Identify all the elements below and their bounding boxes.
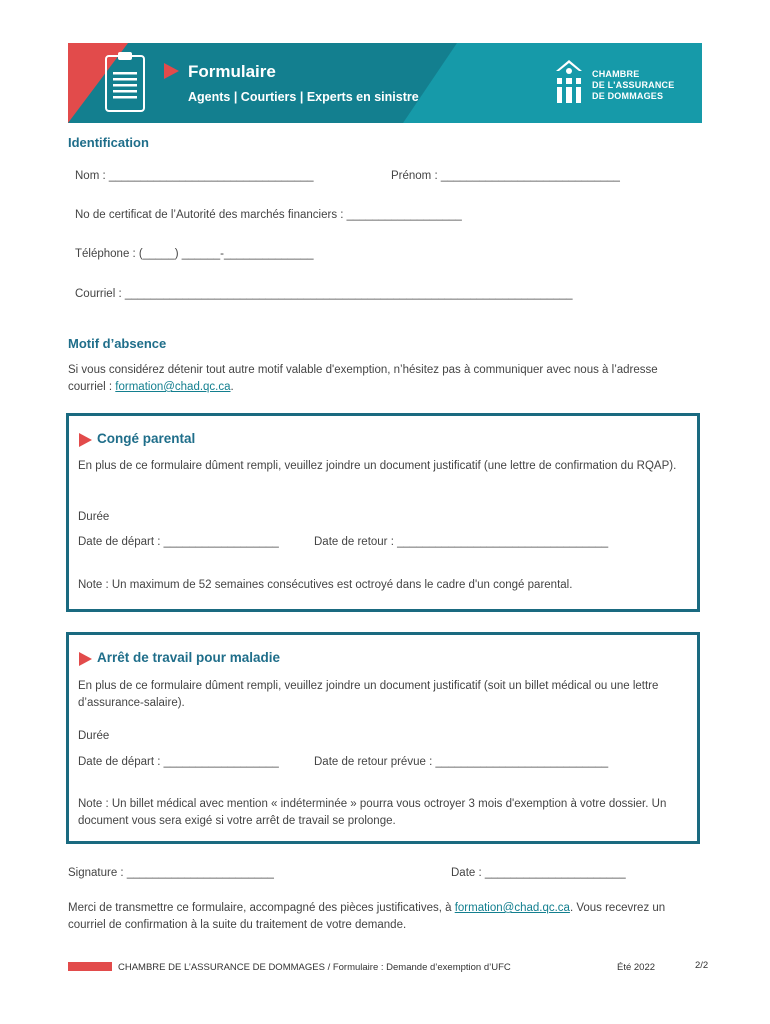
logo-line-3: DE DOMMAGES: [592, 91, 664, 101]
footer-red-bar: [68, 962, 112, 971]
footer-page-number: 2/2: [695, 960, 709, 971]
logo-line-1: CHAMBRE: [592, 69, 640, 79]
conge-duree-label: Durée: [78, 511, 110, 523]
closing-text-end: . Vous recevrez un courriel de confirmation à la suite du traitement de votre demande.: [68, 902, 666, 931]
arret-note: Note : Un billet médical avec mention « indéterminée » pourra vous octroyer 3 mois d'exemption à votre dossier. Un document vous sera exigé si votre arrêt de travail se prolonge.: [78, 798, 667, 827]
title-arrow-icon: [164, 63, 179, 79]
conge-heading: Congé parental: [97, 431, 196, 446]
date-field[interactable]: Date : ______________________: [451, 867, 626, 879]
arret-retour-field[interactable]: Date de retour prévue : ___________________________: [314, 756, 609, 768]
identification-heading: Identification: [68, 135, 149, 150]
telephone-field[interactable]: Téléphone : (_____) ______-______________: [75, 248, 314, 260]
arret-heading: Arrêt de travail pour maladie: [97, 650, 281, 665]
motif-heading: Motif d’absence: [68, 336, 167, 351]
motif-email-link[interactable]: formation@chad.qc.ca: [115, 381, 231, 393]
footer-document-title: CHAMBRE DE L’ASSURANCE DE DOMMAGES / Formulaire : Demande d’exemption d’UFC: [118, 962, 511, 973]
conge-parental-box: [66, 413, 700, 612]
conge-arrow-icon: [79, 433, 92, 447]
conge-text: En plus de ce formulaire dûment rempli, veuillez joindre un document justificatif (une lettre de confirmation du RQAP).: [78, 460, 677, 472]
closing-email-link[interactable]: formation@chad.qc.ca: [454, 902, 570, 914]
arret-arrow-icon: [79, 652, 92, 666]
arret-duree-label: Durée: [78, 730, 110, 742]
conge-retour-field[interactable]: Date de retour : _________________________________: [314, 536, 609, 548]
arret-text: En plus de ce formulaire dûment rempli, veuillez joindre un document justificatif (soit un billet médical ou une lettre d’assurance-salaire).: [78, 680, 659, 709]
chad-logo-text: [592, 69, 674, 102]
motif-text-end: .: [230, 381, 234, 393]
header-banner: [68, 43, 702, 123]
nom-field[interactable]: Nom : ________________________________: [75, 170, 314, 182]
closing-paragraph: [68, 900, 668, 934]
banner-subtitle: Agents | Courtiers | Experts en sinistre: [188, 90, 419, 104]
conge-depart-field[interactable]: Date de départ : __________________: [78, 536, 279, 548]
form-clipboard-icon: [105, 52, 145, 112]
signature-field[interactable]: Signature : _______________________: [68, 867, 274, 879]
banner-title: Formulaire: [188, 62, 276, 81]
motif-text: Si vous considérez détenir tout autre motif valable d'exemption, n’hésitez pas à communiquer avec nous à l’adresse courriel :: [68, 364, 658, 393]
certificat-field[interactable]: No de certificat de l’Autorité des marchés financiers : __________________: [75, 209, 462, 221]
chad-house-logo-icon: [555, 59, 583, 105]
courriel-field[interactable]: Courriel : ______________________________________________________________________: [75, 288, 573, 300]
closing-text: Merci de transmettre ce formulaire, accompagné des pièces justificatives, à: [68, 902, 455, 914]
motif-paragraph: [68, 362, 668, 396]
logo-line-2: DE L'ASSURANCE: [592, 80, 675, 90]
arret-travail-box: [66, 632, 700, 844]
prenom-field[interactable]: Prénom : ____________________________: [391, 170, 620, 182]
conge-note: Note : Un maximum de 52 semaines consécutives est octroyé dans le cadre d'un congé parental.: [78, 579, 573, 591]
arret-depart-field[interactable]: Date de départ : __________________: [78, 756, 279, 768]
footer-season: Été 2022: [617, 962, 656, 973]
